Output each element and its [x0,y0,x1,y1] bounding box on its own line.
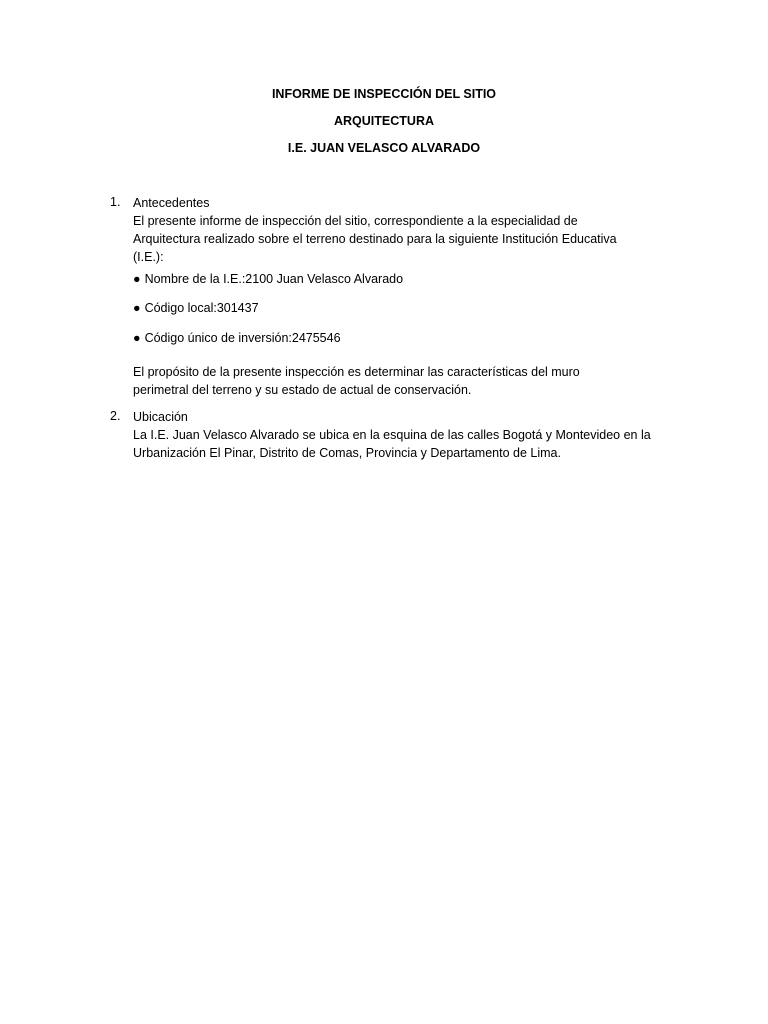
section-1-intro-line-1: El presente informe de inspección del sitio, correspondiente a la especialidad de [133,214,578,228]
section-2-body-line-1: La I.E. Juan Velasco Alvarado se ubica en la esquina de las calles Bogotá y Montevideo en la [133,428,651,442]
section-1-number: 1. [110,195,121,209]
section-1-intro-line-3: (I.E.): [133,250,164,264]
section-2-heading: Ubicación [133,410,188,424]
section-2-number: 2. [110,409,121,423]
section-1-closing-line-2: perimetral del terreno y su estado de actual de conservación. [133,383,472,397]
section-2-text [133,408,693,462]
bullet-text: Nombre de la I.E.:2100 Juan Velasco Alvarado [144,272,404,286]
section-2-body-line-2: Urbanización El Pinar, Distrito de Comas, Provincia y Departamento de Lima. [133,446,561,460]
specialty-title: ARQUITECTURA [334,114,434,128]
bullet-icon: ● [133,301,141,315]
bullet-item-investment-code [133,331,341,345]
bullet-text: Código local:301437 [144,301,259,315]
bullet-icon: ● [133,331,141,345]
document-title: INFORME DE INSPECCIÓN DEL SITIO [271,87,497,101]
bullet-text: Código único de inversión:2475546 [144,331,341,345]
school-title: I.E. JUAN VELASCO ALVARADO [287,141,481,155]
bullet-item-local-code [133,301,259,315]
section-1-text [133,194,693,266]
section-1-heading: Antecedentes [133,196,210,210]
bullet-item-school-name [133,272,403,286]
section-1-closing [133,363,693,399]
bullet-icon: ● [133,272,141,286]
section-1-intro-line-2: Arquitectura realizado sobre el terreno destinado para la siguiente Institución Educativa [133,232,617,246]
section-1-closing-line-1: El propósito de la presente inspección es determinar las características del muro [133,365,580,379]
